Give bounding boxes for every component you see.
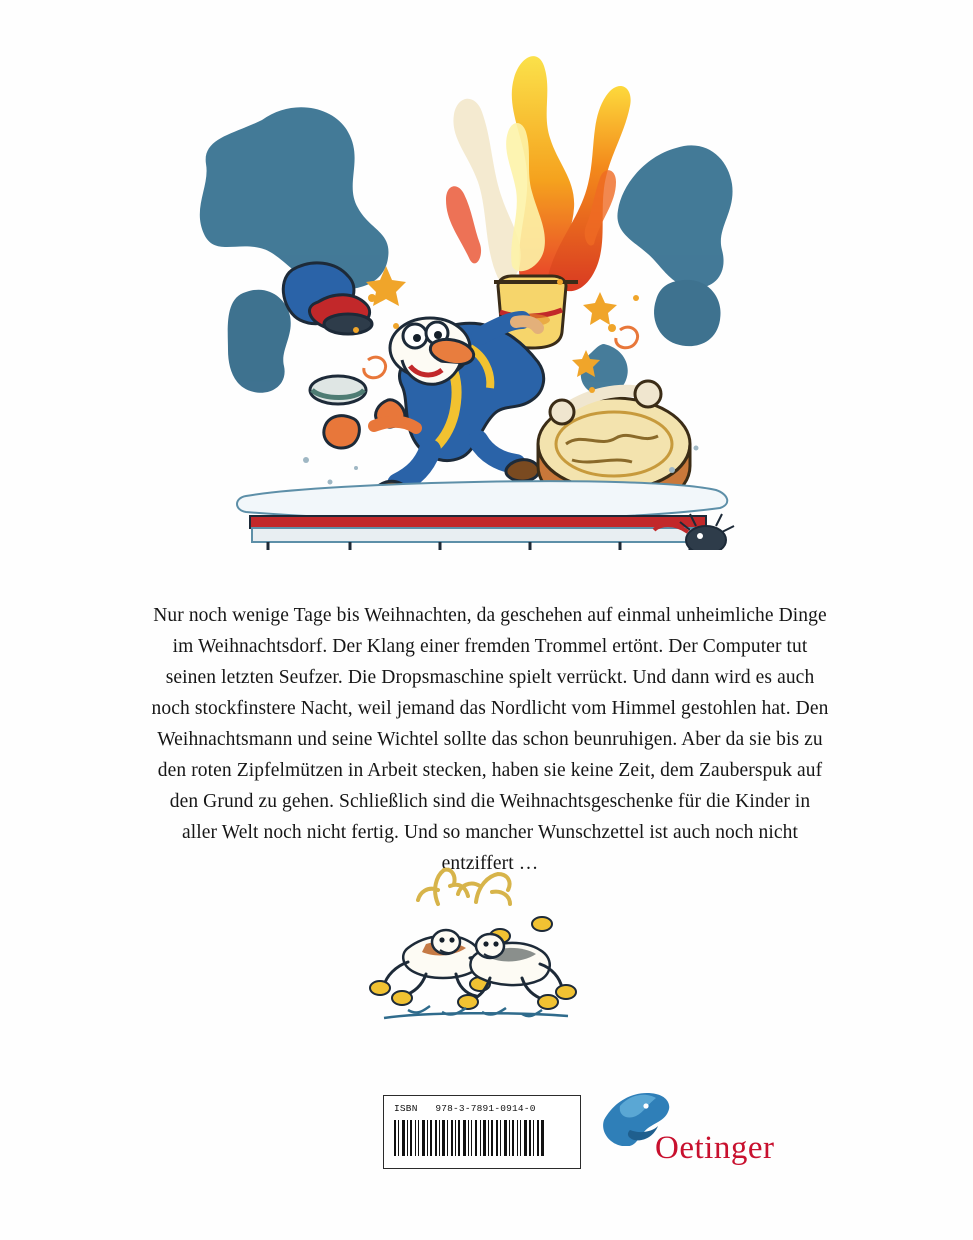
antlers	[418, 870, 510, 904]
wooden-club	[324, 416, 416, 448]
santa-with-flaming-jar-illustration	[0, 30, 973, 550]
publisher-name: Oetinger	[655, 1130, 775, 1166]
isbn-text	[394, 1103, 536, 1114]
flame-illustration	[446, 56, 631, 291]
isbn-number: 978-3-7891-0914-0	[435, 1103, 536, 1114]
barcode-bars	[394, 1120, 544, 1156]
cover-footer	[0, 1095, 973, 1185]
santa-character	[372, 318, 543, 505]
publisher-logo	[600, 1090, 830, 1180]
book-blurb-text: Nur noch wenige Tage bis Weihnachten, da geschehen auf einmal unheimliche Dinge im Weihnachtsdorf. Der Klang einer fremden Trommel ertönt. Der Computer tut seinen letzten Seufzer. Die Dropsmaschine spielt verrückt. Und dann wird es auch noch stockfinstere Nacht, weil jemand das Nordlicht vom Himmel gestohlen hat. Den Weihnachtsmann und seine Wichtel sollte das schon beunruhigen. Aber da sie bis zu den roten Zipfelmützen in Arbeit stecken, haben sie keine Zeit, dem Zauberspuk auf den Grund zu gehen. Schließlich sind die Weihnachtsgeschenke für die Kinder in aller Welt noch nicht fertig. Und so mancher Wunschzettel ist auch noch nicht entziffert …	[151, 604, 829, 874]
flying-lid	[310, 376, 366, 404]
two-reindeer-illustration	[330, 850, 630, 1040]
snow-bench	[237, 481, 727, 550]
ean-13-barcode	[383, 1095, 581, 1169]
isbn-label: ISBN	[394, 1103, 418, 1114]
